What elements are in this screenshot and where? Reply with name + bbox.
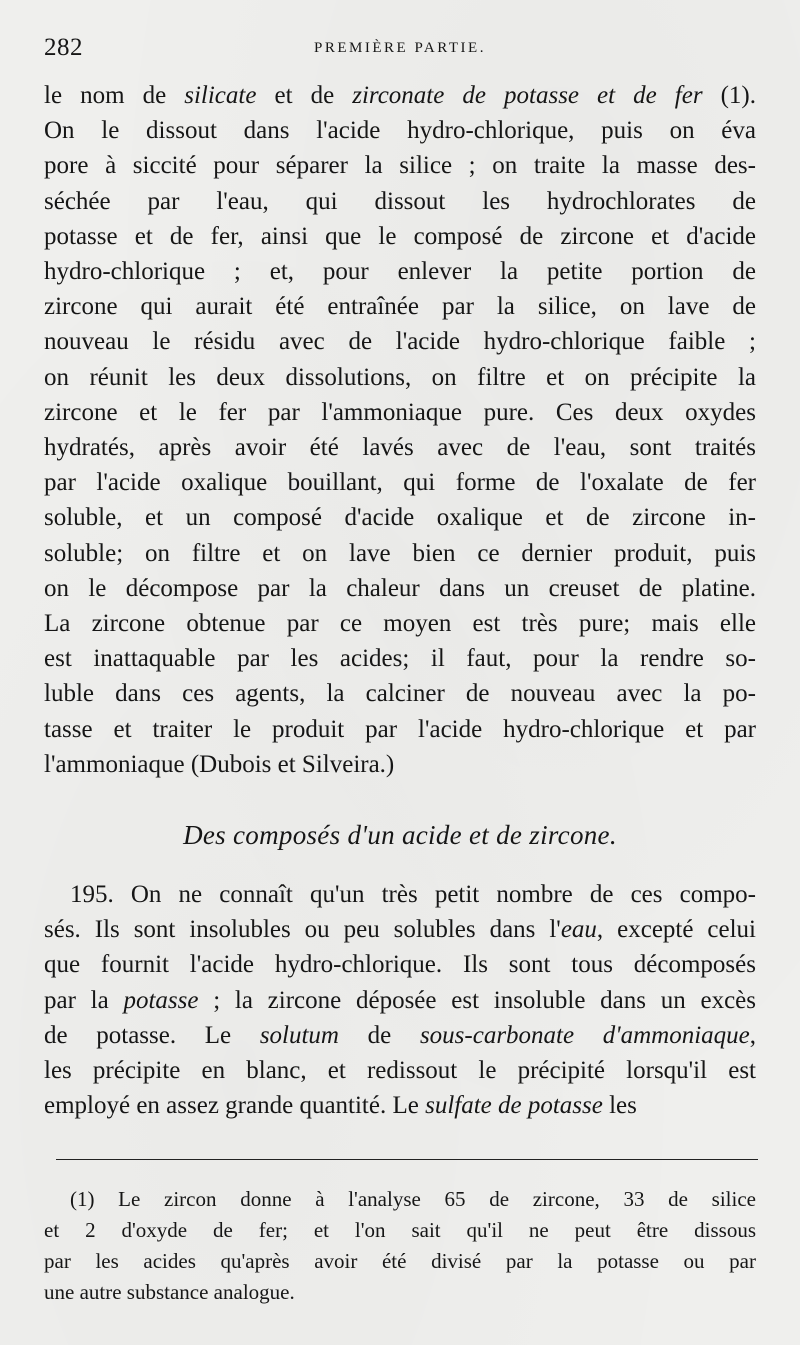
italic-term: zirconate de potasse et de fer [352, 82, 703, 109]
italic-term: solutum [259, 1021, 339, 1049]
text-run: par l'acide oxalique bouillant, qui forme de l'oxalate de fer [44, 469, 756, 497]
text-line [44, 606, 756, 641]
text-line [44, 465, 756, 500]
text-run: une autre substance analogue. [44, 1280, 295, 1305]
text-run: et 2 d'oxyde de fer; et l'on sait qu'il ne peut être dissous [44, 1218, 756, 1243]
text-run: par les acides qu'après avoir été divisé par la potasse ou par [44, 1249, 756, 1274]
text-run: zircone qui aurait été entraînée par la silice, on lave de [44, 293, 756, 321]
italic-term: potasse [123, 986, 199, 1014]
text-line [44, 219, 756, 254]
text-line [44, 877, 756, 912]
text-line [44, 148, 756, 183]
text-run: et de [256, 82, 353, 109]
text-run: sés. Ils sont insolubles ou peu solubles dans l' [44, 916, 561, 944]
italic-term: silicate [184, 82, 257, 109]
text-run: soluble; on filtre et on lave bien ce dernier produit, puis [44, 539, 756, 567]
text-run: On le dissout dans l'acide hydro-chlorique, puis on éva [44, 117, 756, 145]
text-line [44, 78, 756, 113]
text-run: 195. On ne connaît qu'un très petit nombre de ces compo- [70, 881, 756, 909]
text-run: tasse et traiter le produit par l'acide hydro-chlorique et par [44, 715, 756, 743]
text-line [44, 113, 756, 148]
text-run: (1). [702, 82, 757, 109]
text-line [44, 912, 756, 947]
paragraph-zircone-preparation [44, 78, 756, 782]
text-run: La zircone obtenue par ce moyen est très pure; mais elle [44, 610, 756, 638]
footnote-separator [56, 1159, 758, 1160]
text-line [44, 254, 756, 289]
text-run: luble dans ces agents, la calciner de nouveau avec la po- [44, 680, 756, 708]
text-line [44, 500, 756, 535]
text-line [44, 360, 756, 395]
italic-term: eau [560, 916, 597, 944]
text-line [44, 395, 756, 430]
text-run: hydro-chlorique ; et, pour enlever la petite portion de [44, 258, 756, 286]
text-line [44, 430, 756, 465]
text-line [44, 536, 756, 571]
text-run: zircone et le fer par l'ammoniaque pure. Ces deux oxydes [44, 398, 756, 426]
text-run: potasse et de fer, ainsi que le composé de zircone et d'acide [44, 222, 756, 250]
text-run: de [339, 1021, 420, 1049]
footnote-line [44, 1246, 756, 1277]
text-run: on réunit les deux dissolutions, on filtre et on précipite la [44, 363, 756, 391]
footnote-line [44, 1277, 756, 1308]
italic-term: sous-carbonate d'ammoniaque [419, 1021, 750, 1049]
italic-term: sulfate de potasse [425, 1092, 603, 1120]
footnote [44, 1184, 756, 1308]
text-run: , excepté celui [596, 916, 756, 944]
text-line [44, 947, 756, 982]
text-run: , [749, 1021, 756, 1049]
text-run: pore à siccité pour séparer la silice ; on traite la masse des- [44, 152, 756, 180]
text-run: employé en assez grande quantité. Le [44, 1092, 426, 1120]
text-line [44, 571, 756, 606]
footnote-line [44, 1215, 756, 1246]
text-line [44, 747, 756, 782]
text-line [44, 676, 756, 711]
text-line [44, 1088, 756, 1123]
page-number: 282 [44, 34, 83, 61]
text-line [44, 289, 756, 324]
text-run: est inattaquable par les acides; il faut, pour la rendre so- [44, 645, 756, 673]
text-line [44, 184, 756, 219]
text-run: nouveau le résidu avec de l'acide hydro-chlorique faible ; [44, 328, 756, 356]
text-run: que fournit l'acide hydro-chlorique. Ils sont tous décomposés [44, 951, 756, 979]
text-run: par la [44, 986, 124, 1014]
text-line [44, 983, 756, 1018]
running-title: PREMIÈRE PARTIE. [314, 40, 486, 56]
running-head [44, 30, 756, 70]
text-run: de potasse. Le [44, 1021, 260, 1049]
text-run: les précipite en blanc, et redissout le précipité lorsqu'il est [44, 1057, 756, 1085]
text-run: soluble, et un composé d'acide oxalique et de zircone in- [44, 504, 756, 532]
text-run: on le décompose par la chaleur dans un creuset de platine. [44, 574, 756, 602]
text-run: séchée par l'eau, qui dissout les hydrochlorates de [44, 187, 756, 215]
text-line [44, 1018, 756, 1053]
footnote-line [44, 1184, 756, 1215]
text-run: l'ammoniaque (Dubois et Silveira.) [44, 750, 395, 778]
text-line [44, 712, 756, 747]
text-line [44, 324, 756, 359]
text-run: ; la zircone déposée est insoluble dans un excès [198, 986, 756, 1014]
text-run: hydratés, après avoir été lavés avec de l'eau, sont traités [44, 434, 756, 462]
text-run: le nom de [44, 82, 185, 109]
text-run: les [602, 1092, 637, 1120]
text-line [44, 1053, 756, 1088]
text-run: (1) Le zircon donne à l'analyse 65 de zircone, 33 de silice [70, 1187, 756, 1212]
text-line [44, 641, 756, 676]
section-heading: Des composés d'un acide et de zircone. [183, 820, 617, 851]
paragraph-composes-acide-zircone [44, 877, 756, 1123]
